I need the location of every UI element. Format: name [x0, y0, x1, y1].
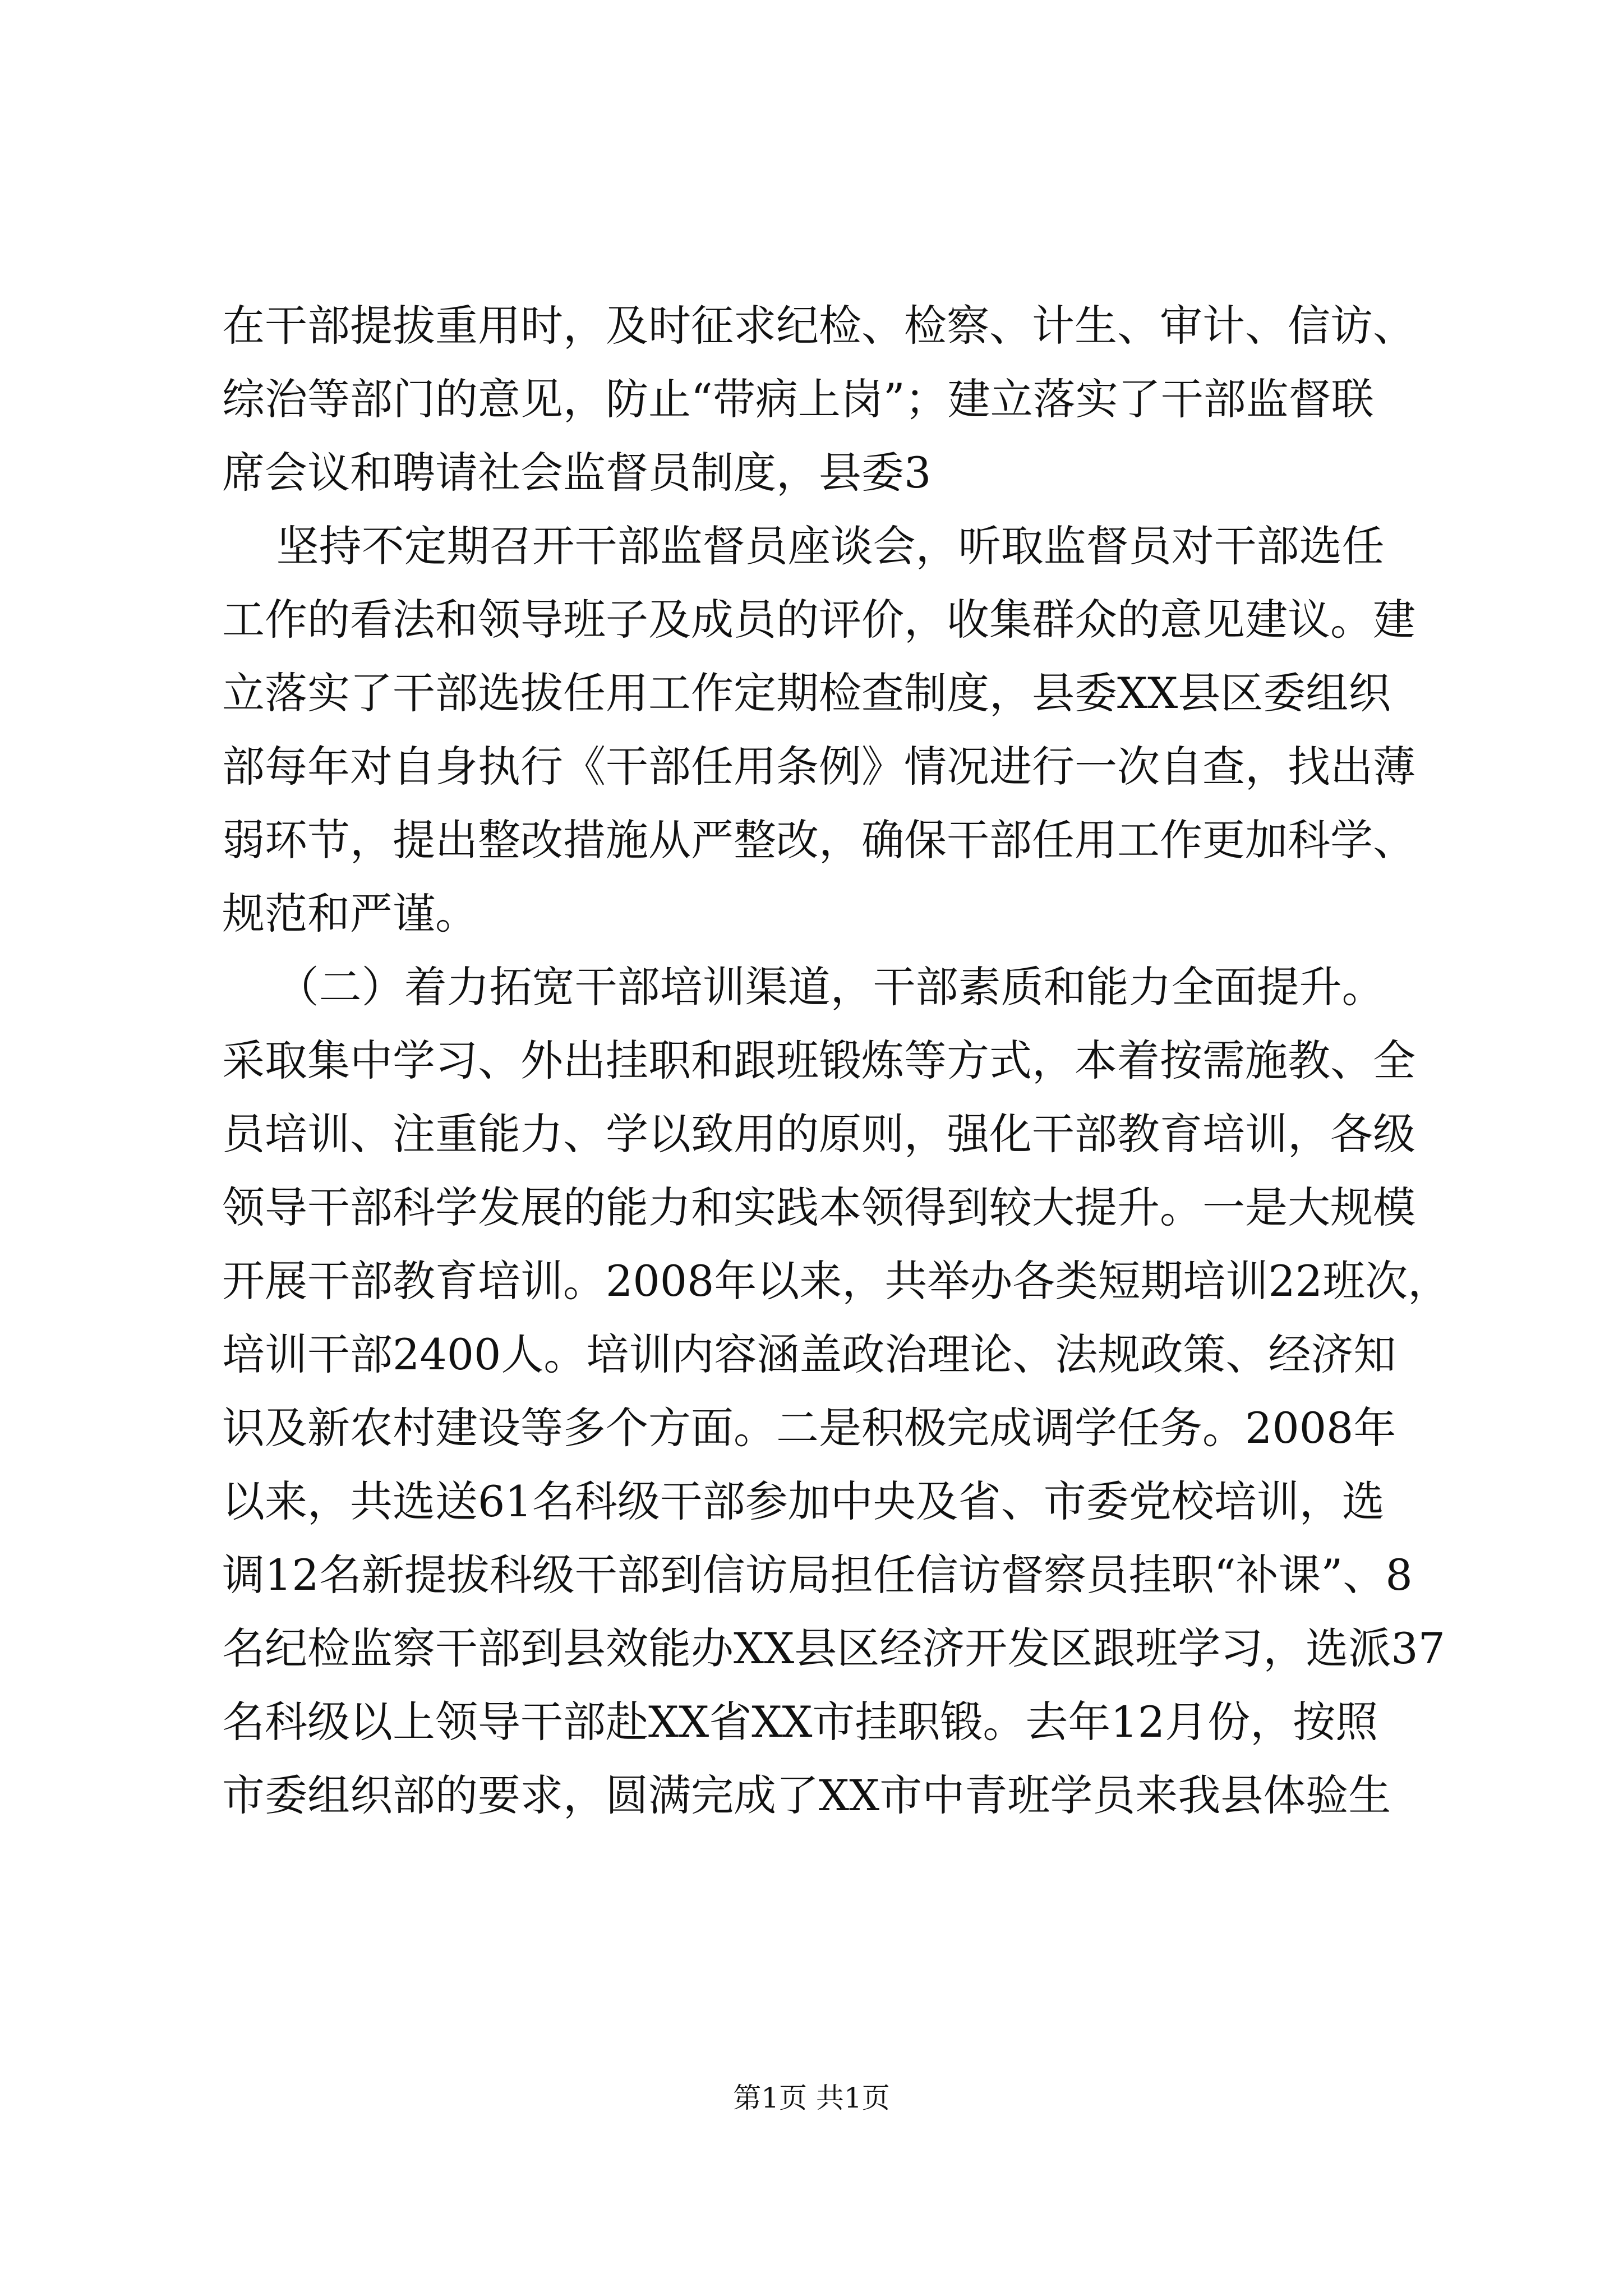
- text-line-11: 采取集中学习、外出挂职和跟班锻炼等方式，本着按需施教、全: [222, 1036, 1415, 1085]
- document-body: [222, 289, 1450, 1832]
- text-line-19: 名纪检监察干部到县效能办XX县区经济开发区跟班学习，选派37: [222, 1623, 1445, 1673]
- text-line-9: 规范和严谨。: [222, 889, 478, 938]
- text-line-8: 弱环节，提出整改措施从严整改，确保干部任用工作更加科学、: [222, 815, 1415, 865]
- text-line-20: 名科级以上领导干部赴XX省XX市挂职锻。去年12月份，按照: [222, 1697, 1378, 1747]
- text-line-5: 工作的看法和领导班子及成员的评价，收集群众的意见建议。建: [222, 595, 1415, 645]
- text-line-12: 员培训、注重能力、学以致用的原则，强化干部教育培训，各级: [222, 1109, 1415, 1159]
- text-line-13: 领导干部科学发展的能力和实践本领得到较大提升。一是大规模: [222, 1182, 1415, 1232]
- text-line-7: 部每年对自身执行《干部任用条例》情况进行一次自查，找出薄: [222, 742, 1415, 792]
- text-line-21: 市委组织部的要求，圆满完成了XX市中青班学员来我县体验生: [222, 1770, 1391, 1820]
- text-line-4: 坚持不定期召开干部监督员座谈会，听取监督员对干部选任: [222, 521, 1385, 571]
- text-line-15: 培训干部2400人。培训内容涵盖政治理论、法规政策、经济知: [222, 1329, 1396, 1379]
- text-line-14: 开展干部教育培训。2008年以来，共举办各类短期培训22班次，: [222, 1256, 1451, 1306]
- text-line-1: 在干部提拔重用时，及时征求纪检、检察、计生、审计、信访、: [222, 301, 1415, 351]
- section-heading-line: （二）着力拓宽干部培训渠道，干部素质和能力全面提升。: [222, 962, 1385, 1012]
- page-number-footer: 第1页 共1页: [733, 2082, 890, 2114]
- text-line-17: 以来，共选送61名科级干部参加中央及省、市委党校培训，选: [222, 1476, 1385, 1526]
- text-line-16: 识及新农村建设等多个方面。二是积极完成调学任务。2008年: [222, 1403, 1396, 1453]
- text-line-3: 席会议和聘请社会监督员制度，县委3: [222, 448, 932, 498]
- text-line-2: 综治等部门的意见，防止“带病上岗”；建立落实了干部监督联: [222, 374, 1374, 424]
- text-line-18: 调12名新提拔科级干部到信访局担任信访督察员挂职“补课”、8: [222, 1550, 1413, 1600]
- text-line-6: 立落实了干部选拔任用工作定期检查制度，县委XX县区委组织: [222, 668, 1391, 718]
